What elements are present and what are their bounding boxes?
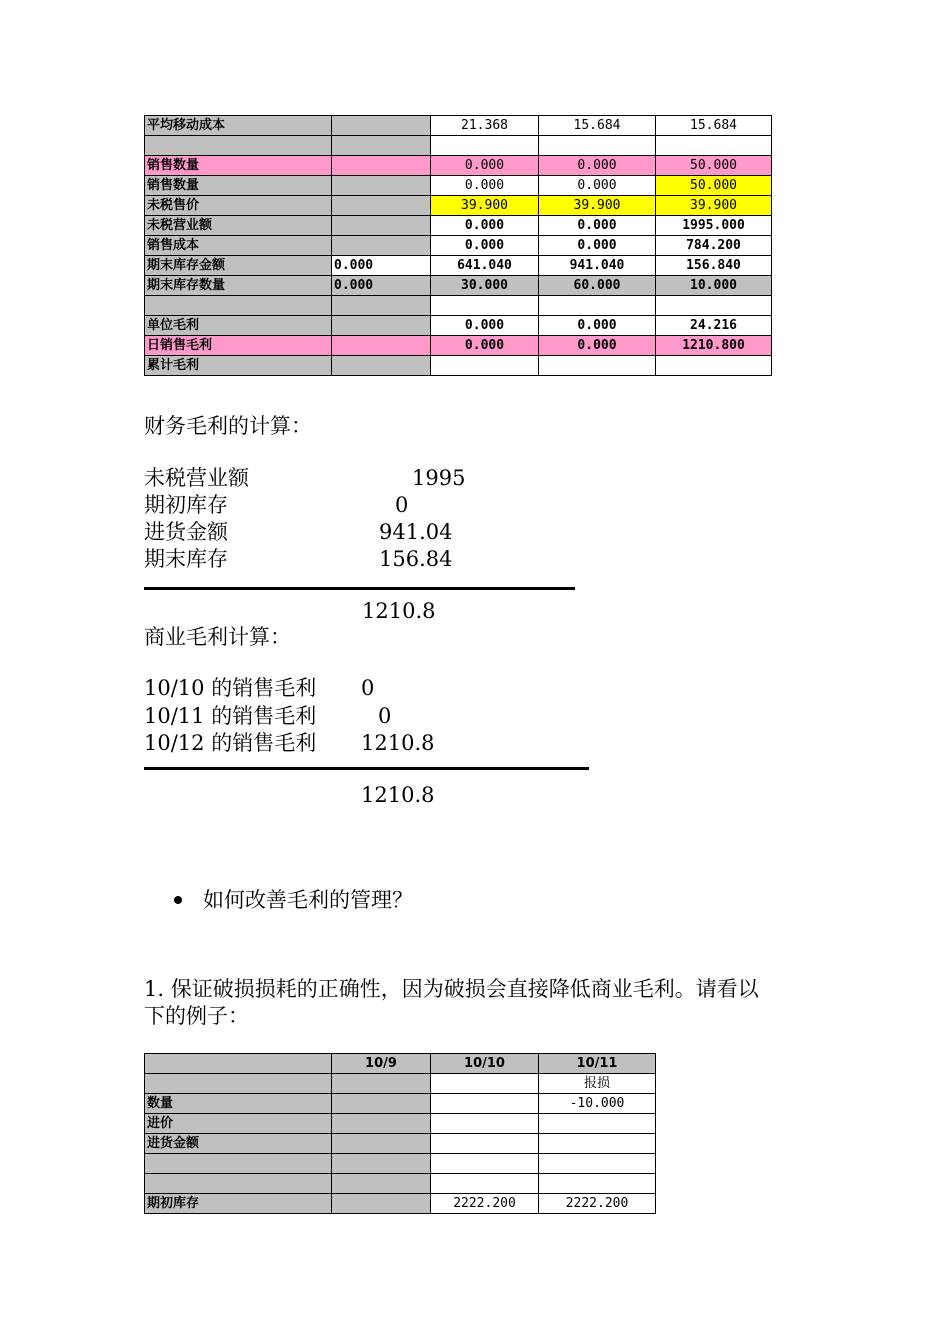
row-label: 平均移动成本 [145, 116, 332, 136]
table-row [145, 316, 772, 336]
table-row [145, 196, 772, 216]
cell [332, 196, 431, 216]
table-row [145, 156, 772, 176]
table-row [145, 296, 772, 316]
cell [332, 1094, 431, 1114]
row-label: 销售数量 [145, 176, 332, 196]
cell: 0.000 [539, 156, 656, 176]
cell: 0.000 [431, 336, 539, 356]
cell: 10.000 [656, 276, 772, 296]
row-label: 期末库存数量 [145, 276, 332, 296]
cell: 1210.800 [656, 336, 772, 356]
cell [332, 1134, 431, 1154]
commercial-heading: 商业毛利计算： [144, 625, 291, 649]
table-row [145, 136, 772, 156]
cell [539, 296, 656, 316]
cell [431, 1134, 539, 1154]
cell: 156.840 [656, 256, 772, 276]
cell: 941.040 [539, 256, 656, 276]
row-label [145, 1174, 332, 1194]
finance-total: 1210.8 [362, 599, 436, 623]
finance-item-value: 941.04 [379, 520, 453, 544]
bullet-question: 如何改善毛利的管理？ [203, 888, 413, 912]
cell: 0.000 [539, 336, 656, 356]
cell [332, 1074, 431, 1094]
cell [332, 316, 431, 336]
row-label: 未税售价 [145, 196, 332, 216]
paragraph-line: 1. 保证破损损耗的正确性，因为破损会直接降低商业毛利。请看以 [144, 977, 759, 1001]
cell: 0.000 [539, 236, 656, 256]
cell [332, 136, 431, 156]
cell [539, 1134, 656, 1154]
inventory-table-body [145, 116, 772, 376]
cell [332, 116, 431, 136]
finance-item-value: 0 [395, 493, 409, 517]
row-label: 数量 [145, 1094, 332, 1114]
commercial-item-value: 0 [378, 704, 392, 728]
row-label: 进价 [145, 1114, 332, 1134]
cell: 21.368 [431, 116, 539, 136]
cell: 0.000 [332, 276, 431, 296]
row-label: 销售数量 [145, 156, 332, 176]
commercial-item-label: 10/11 的销售毛利 [144, 704, 317, 728]
table-row [145, 1114, 656, 1134]
cell [431, 136, 539, 156]
row-label: 未税营业额 [145, 216, 332, 236]
cell: 2222.200 [431, 1194, 539, 1214]
finance-item-label: 期末库存 [144, 547, 228, 571]
inventory-table [144, 115, 772, 376]
header-row [145, 1054, 656, 1074]
breakage-table-body [145, 1054, 656, 1214]
finance-total-rule [144, 587, 575, 590]
row-label [145, 1074, 332, 1094]
cell [332, 236, 431, 256]
cell [332, 1174, 431, 1194]
table-row [145, 256, 772, 276]
paragraph-line: 下的例子： [144, 1004, 249, 1028]
cell: -10.000 [539, 1094, 656, 1114]
row-label [145, 296, 332, 316]
cell [431, 296, 539, 316]
finance-item-value: 156.84 [379, 547, 453, 571]
table-row [145, 1174, 656, 1194]
cell: 24.216 [656, 316, 772, 336]
cell [539, 1114, 656, 1134]
cell: 0.000 [431, 316, 539, 336]
cell: 2222.200 [539, 1194, 656, 1214]
table-row [145, 276, 772, 296]
cell [332, 216, 431, 236]
finance-item-label: 期初库存 [144, 493, 228, 517]
table-row [145, 236, 772, 256]
table-row [145, 356, 772, 376]
cell [332, 156, 431, 176]
cell: 50.000 [656, 176, 772, 196]
cell [431, 356, 539, 376]
row-label: 期末库存金额 [145, 256, 332, 276]
commercial-item-value: 1210.8 [361, 731, 435, 755]
cell: 39.900 [656, 196, 772, 216]
cell [332, 1114, 431, 1134]
cell: 30.000 [431, 276, 539, 296]
cell [332, 296, 431, 316]
cell: 39.900 [539, 196, 656, 216]
cell: 0.000 [539, 216, 656, 236]
cell: 0.000 [431, 216, 539, 236]
cell [539, 356, 656, 376]
cell: 60.000 [539, 276, 656, 296]
cell: 15.684 [539, 116, 656, 136]
row-label [145, 1154, 332, 1174]
cell [332, 356, 431, 376]
commercial-item-value: 0 [361, 676, 375, 700]
cell: 报损 [539, 1074, 656, 1094]
cell [332, 1194, 431, 1214]
cell: 0.000 [431, 156, 539, 176]
cell [431, 1094, 539, 1114]
column-header: 10/9 [332, 1054, 431, 1074]
table-row [145, 1094, 656, 1114]
finance-item-label: 进货金额 [144, 520, 228, 544]
row-label: 日销售毛利 [145, 336, 332, 356]
cell: 15.684 [656, 116, 772, 136]
table-row [145, 1194, 656, 1214]
commercial-total-rule [144, 767, 589, 770]
finance-item-value: 1995 [412, 466, 466, 490]
cell: 39.900 [431, 196, 539, 216]
finance-heading: 财务毛利的计算： [144, 414, 312, 438]
cell [656, 296, 772, 316]
column-header: 10/11 [539, 1054, 656, 1074]
commercial-item-label: 10/10 的销售毛利 [144, 676, 317, 700]
table-row [145, 176, 772, 196]
cell [431, 1114, 539, 1134]
row-label: 累计毛利 [145, 356, 332, 376]
table-row [145, 1074, 656, 1094]
column-header: 10/10 [431, 1054, 539, 1074]
cell: 0.000 [332, 256, 431, 276]
cell [431, 1174, 539, 1194]
breakage-table [144, 1053, 656, 1214]
cell [656, 356, 772, 376]
finance-item-label: 未税营业额 [144, 466, 249, 490]
cell [431, 1074, 539, 1094]
cell [539, 1154, 656, 1174]
cell [332, 176, 431, 196]
commercial-total: 1210.8 [361, 783, 435, 807]
cell: 641.040 [431, 256, 539, 276]
cell [332, 1154, 431, 1174]
cell: 0.000 [431, 236, 539, 256]
cell: 784.200 [656, 236, 772, 256]
cell [431, 1154, 539, 1174]
commercial-item-label: 10/12 的销售毛利 [144, 731, 317, 755]
cell [539, 1174, 656, 1194]
row-label: 销售成本 [145, 236, 332, 256]
column-header [145, 1054, 332, 1074]
cell [539, 136, 656, 156]
bullet-dot-icon [174, 896, 182, 904]
cell: 0.000 [539, 176, 656, 196]
cell: 50.000 [656, 156, 772, 176]
table-row [145, 336, 772, 356]
row-label [145, 136, 332, 156]
table-row [145, 1134, 656, 1154]
cell: 1995.000 [656, 216, 772, 236]
row-label: 进货金额 [145, 1134, 332, 1154]
table-row [145, 116, 772, 136]
cell [656, 136, 772, 156]
table-row [145, 1154, 656, 1174]
cell [332, 336, 431, 356]
row-label: 单位毛利 [145, 316, 332, 336]
cell: 0.000 [431, 176, 539, 196]
cell: 0.000 [539, 316, 656, 336]
row-label: 期初库存 [145, 1194, 332, 1214]
table-row [145, 216, 772, 236]
